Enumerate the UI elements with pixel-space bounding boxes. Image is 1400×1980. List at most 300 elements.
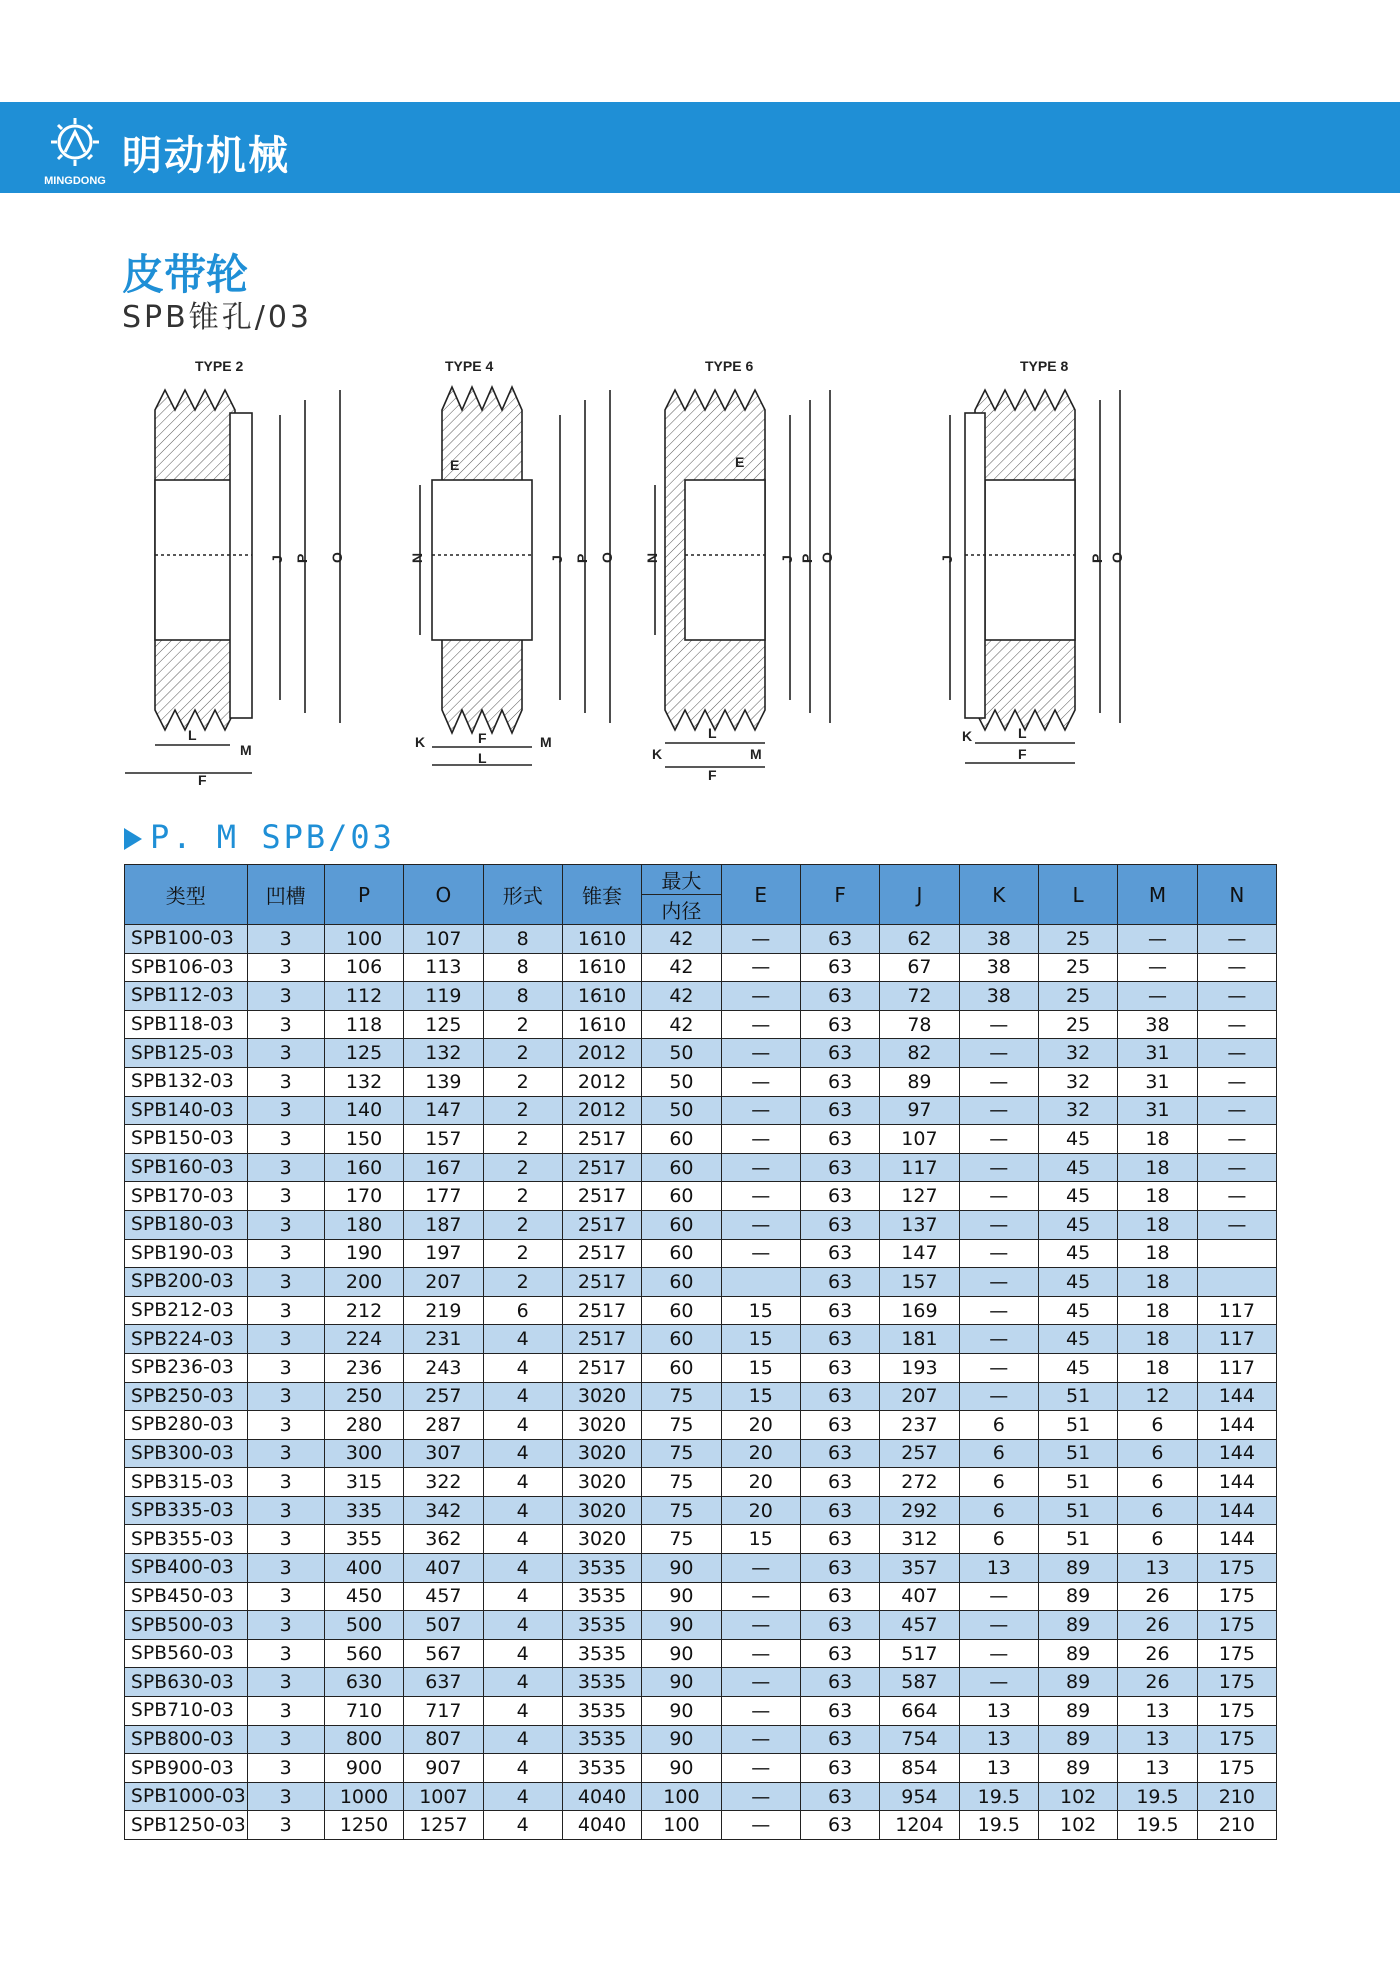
table-cell: 38 [1118, 1010, 1197, 1039]
table-cell: — [721, 1153, 800, 1182]
table-cell: 100 [642, 1782, 721, 1811]
table-cell: 280 [324, 1411, 403, 1440]
table-cell: 664 [880, 1697, 959, 1726]
table-cell: 89 [1038, 1754, 1117, 1783]
table-cell: 800 [324, 1725, 403, 1754]
model-cell: SPB106-03 [125, 953, 248, 982]
table-cell: 3 [247, 1296, 324, 1325]
table-cell: 193 [880, 1353, 959, 1382]
table-cell: 63 [800, 1182, 879, 1211]
type8-label: TYPE 8 [1020, 358, 1069, 374]
type6-dim-f: F [708, 767, 717, 783]
table-cell: 342 [404, 1496, 483, 1525]
table-cell: 3535 [562, 1611, 641, 1640]
table-cell: 3535 [562, 1725, 641, 1754]
table-cell: — [721, 1697, 800, 1726]
table-cell: — [959, 1239, 1038, 1268]
type6-dim-l: L [708, 725, 717, 741]
type6-dim-e: E [735, 454, 745, 470]
model-cell: SPB224-03 [125, 1325, 248, 1354]
table-cell: 63 [800, 1639, 879, 1668]
table-cell: — [959, 1210, 1038, 1239]
table-row [125, 1382, 1277, 1411]
table-cell: 169 [880, 1296, 959, 1325]
table-cell: — [959, 1125, 1038, 1154]
table-row [125, 1010, 1277, 1039]
table-cell: 18 [1118, 1268, 1197, 1297]
table-cell: 160 [324, 1153, 403, 1182]
table-cell: 2517 [562, 1353, 641, 1382]
table-cell: — [959, 1296, 1038, 1325]
table-cell: 13 [1118, 1725, 1197, 1754]
table-cell: 3 [247, 1268, 324, 1297]
table-row [125, 1668, 1277, 1697]
type2-dim-m: M [240, 742, 252, 758]
table-cell: 42 [642, 982, 721, 1011]
table-cell: 90 [642, 1554, 721, 1583]
type4-dim-l: L [478, 750, 487, 766]
table-cell: 89 [1038, 1582, 1117, 1611]
table-cell: 272 [880, 1468, 959, 1497]
col-header-e: E [721, 865, 800, 925]
table-cell: 1610 [562, 925, 641, 954]
table-cell: 18 [1118, 1182, 1197, 1211]
spec-table-body [125, 925, 1277, 1840]
table-cell: — [959, 1067, 1038, 1096]
table-cell: — [721, 982, 800, 1011]
table-cell: 2 [483, 1067, 562, 1096]
table-cell: 2 [483, 1010, 562, 1039]
table-cell: 63 [800, 1010, 879, 1039]
table-cell: 3 [247, 1468, 324, 1497]
table-cell: 3535 [562, 1554, 641, 1583]
table-cell: 3 [247, 1754, 324, 1783]
table-cell: 144 [1197, 1525, 1276, 1554]
table-cell: 60 [642, 1296, 721, 1325]
table-cell: 18 [1118, 1353, 1197, 1382]
table-cell: 20 [721, 1468, 800, 1497]
type6-dim-m: M [750, 746, 762, 762]
table-cell: 45 [1038, 1296, 1117, 1325]
table-row [125, 1153, 1277, 1182]
table-cell: 63 [800, 1296, 879, 1325]
table-cell: 18 [1118, 1325, 1197, 1354]
table-cell: 63 [800, 1811, 879, 1840]
table-cell: — [1118, 982, 1197, 1011]
model-cell: SPB400-03 [125, 1554, 248, 1583]
table-cell: 63 [800, 1067, 879, 1096]
type2-dim-j: J [269, 555, 285, 563]
table-row [125, 1411, 1277, 1440]
model-cell: SPB500-03 [125, 1611, 248, 1640]
table-cell: 3020 [562, 1525, 641, 1554]
table-cell: 224 [324, 1325, 403, 1354]
table-cell: 4 [483, 1754, 562, 1783]
table-cell: 90 [642, 1582, 721, 1611]
type4-dim-o: O [599, 552, 615, 563]
table-cell: 13 [959, 1554, 1038, 1583]
table-cell: 19.5 [1118, 1811, 1197, 1840]
model-cell: SPB800-03 [125, 1725, 248, 1754]
table-row [125, 1582, 1277, 1611]
table-cell: 63 [800, 1382, 879, 1411]
table-cell: 8 [483, 925, 562, 954]
table-cell: 63 [800, 1582, 879, 1611]
table-row [125, 1554, 1277, 1583]
table-cell: 8 [483, 953, 562, 982]
table-cell: 25 [1038, 1010, 1117, 1039]
model-cell: SPB300-03 [125, 1439, 248, 1468]
table-cell: 67 [880, 953, 959, 982]
table-cell: 1610 [562, 982, 641, 1011]
table-cell: 900 [324, 1754, 403, 1783]
table-cell: 4 [483, 1639, 562, 1668]
table-cell: — [959, 1639, 1038, 1668]
table-cell: 157 [404, 1125, 483, 1154]
table-cell: 15 [721, 1353, 800, 1382]
table-cell: 2012 [562, 1039, 641, 1068]
table-cell: 3020 [562, 1468, 641, 1497]
section-title: P. M SPB/03 [150, 818, 395, 856]
type4-label: TYPE 4 [445, 358, 494, 374]
table-cell: — [721, 953, 800, 982]
table-row [125, 1210, 1277, 1239]
model-cell: SPB710-03 [125, 1697, 248, 1726]
model-cell: SPB280-03 [125, 1411, 248, 1440]
table-cell: — [1197, 1182, 1276, 1211]
table-cell: 2517 [562, 1325, 641, 1354]
table-cell: 2517 [562, 1153, 641, 1182]
table-cell: — [721, 1554, 800, 1583]
table-cell: 75 [642, 1411, 721, 1440]
table-row [125, 1125, 1277, 1154]
table-cell: — [959, 1582, 1038, 1611]
table-cell: 42 [642, 953, 721, 982]
table-cell: 3 [247, 1353, 324, 1382]
table-cell: 517 [880, 1639, 959, 1668]
spec-table [124, 864, 1277, 1840]
table-cell: 637 [404, 1668, 483, 1697]
table-cell: 32 [1038, 1067, 1117, 1096]
table-cell: 26 [1118, 1639, 1197, 1668]
table-cell: 51 [1038, 1496, 1117, 1525]
table-cell: 2 [483, 1182, 562, 1211]
table-cell: 3 [247, 1496, 324, 1525]
table-cell: 63 [800, 1697, 879, 1726]
table-cell: 144 [1197, 1496, 1276, 1525]
table-cell: 3535 [562, 1754, 641, 1783]
table-cell: 100 [324, 925, 403, 954]
table-cell: 60 [642, 1268, 721, 1297]
table-cell: — [959, 1611, 1038, 1640]
table-cell: 8 [483, 982, 562, 1011]
table-cell: — [1197, 953, 1276, 982]
type8-diagram [939, 358, 1125, 763]
table-cell: 45 [1038, 1153, 1117, 1182]
table-cell: 82 [880, 1039, 959, 1068]
table-cell: — [721, 1611, 800, 1640]
model-cell: SPB140-03 [125, 1096, 248, 1125]
table-cell: 63 [800, 1754, 879, 1783]
table-cell: 457 [880, 1611, 959, 1640]
table-cell: — [1197, 1210, 1276, 1239]
table-cell: 63 [800, 953, 879, 982]
table-cell: 457 [404, 1582, 483, 1611]
table-cell: 13 [959, 1697, 1038, 1726]
table-cell: 3 [247, 1725, 324, 1754]
table-row [125, 1697, 1277, 1726]
type8-dim-f: F [1018, 746, 1027, 762]
table-cell: 200 [324, 1268, 403, 1297]
table-cell: 75 [642, 1525, 721, 1554]
table-cell: 117 [1197, 1353, 1276, 1382]
table-cell: — [1197, 1010, 1276, 1039]
table-cell: 45 [1038, 1353, 1117, 1382]
table-cell: 4 [483, 1525, 562, 1554]
model-cell: SPB150-03 [125, 1125, 248, 1154]
table-cell: 175 [1197, 1639, 1276, 1668]
table-row [125, 1468, 1277, 1497]
table-cell: 2 [483, 1268, 562, 1297]
table-cell: 2 [483, 1039, 562, 1068]
table-cell: 4 [483, 1439, 562, 1468]
table-cell: 500 [324, 1611, 403, 1640]
table-cell: 1007 [404, 1782, 483, 1811]
table-cell: 132 [404, 1039, 483, 1068]
table-cell: 38 [959, 925, 1038, 954]
table-row [125, 1725, 1277, 1754]
model-cell: SPB118-03 [125, 1010, 248, 1039]
table-cell: — [721, 1210, 800, 1239]
table-cell: 315 [324, 1468, 403, 1497]
table-cell: — [1197, 1039, 1276, 1068]
table-cell: 38 [959, 953, 1038, 982]
table-cell: 63 [800, 982, 879, 1011]
table-row [125, 1639, 1277, 1668]
table-cell: 6 [959, 1496, 1038, 1525]
table-cell: — [1197, 982, 1276, 1011]
table-cell: 90 [642, 1668, 721, 1697]
table-cell: 3 [247, 1668, 324, 1697]
table-cell: 243 [404, 1353, 483, 1382]
table-cell: 3535 [562, 1582, 641, 1611]
table-cell: 19.5 [959, 1811, 1038, 1840]
table-cell: 89 [880, 1067, 959, 1096]
table-cell: 112 [324, 982, 403, 1011]
table-row [125, 1325, 1277, 1354]
table-cell: 3 [247, 982, 324, 1011]
table-cell: 13 [1118, 1697, 1197, 1726]
table-cell: — [721, 1010, 800, 1039]
table-cell: 60 [642, 1153, 721, 1182]
table-cell: 63 [800, 1525, 879, 1554]
table-cell: 4 [483, 1811, 562, 1840]
table-row [125, 1096, 1277, 1125]
model-cell: SPB170-03 [125, 1182, 248, 1211]
table-cell: — [959, 1325, 1038, 1354]
type6-label: TYPE 6 [705, 358, 754, 374]
table-cell: 2517 [562, 1296, 641, 1325]
table-cell: — [959, 1182, 1038, 1211]
table-cell: — [1197, 925, 1276, 954]
table-cell: 144 [1197, 1411, 1276, 1440]
model-cell: SPB355-03 [125, 1525, 248, 1554]
table-cell: 63 [800, 1268, 879, 1297]
table-cell: 237 [880, 1411, 959, 1440]
table-cell: 45 [1038, 1182, 1117, 1211]
table-cell: 89 [1038, 1611, 1117, 1640]
table-cell: 45 [1038, 1210, 1117, 1239]
type2-diagram [125, 358, 345, 785]
table-cell [1197, 1239, 1276, 1268]
table-cell: 6 [1118, 1496, 1197, 1525]
table-cell: 6 [959, 1525, 1038, 1554]
model-cell: SPB900-03 [125, 1754, 248, 1783]
table-row [125, 1182, 1277, 1211]
table-cell: 3 [247, 1153, 324, 1182]
table-cell: 125 [324, 1039, 403, 1068]
model-cell: SPB180-03 [125, 1210, 248, 1239]
col-header-bush: 锥套 [562, 865, 641, 925]
table-row [125, 1296, 1277, 1325]
table-cell [721, 1268, 800, 1297]
table-cell: 63 [800, 1039, 879, 1068]
table-cell: 1257 [404, 1811, 483, 1840]
table-cell: 560 [324, 1639, 403, 1668]
table-cell: 3 [247, 1439, 324, 1468]
table-cell: 175 [1197, 1668, 1276, 1697]
table-cell: 3535 [562, 1668, 641, 1697]
table-cell: 97 [880, 1096, 959, 1125]
table-cell: — [721, 1125, 800, 1154]
table-cell: 3 [247, 1411, 324, 1440]
table-cell: 4 [483, 1325, 562, 1354]
model-cell: SPB100-03 [125, 925, 248, 954]
table-cell: 51 [1038, 1525, 1117, 1554]
table-cell: 63 [800, 1554, 879, 1583]
table-cell: 300 [324, 1439, 403, 1468]
table-cell: 19.5 [959, 1782, 1038, 1811]
table-cell: 4 [483, 1382, 562, 1411]
table-cell: 63 [800, 1782, 879, 1811]
table-cell: 170 [324, 1182, 403, 1211]
table-cell: 2517 [562, 1125, 641, 1154]
table-cell: 4 [483, 1611, 562, 1640]
model-cell: SPB315-03 [125, 1468, 248, 1497]
table-cell: 63 [800, 1239, 879, 1268]
table-row [125, 1496, 1277, 1525]
table-cell: 75 [642, 1382, 721, 1411]
table-cell: 63 [800, 1668, 879, 1697]
table-cell: 3 [247, 1611, 324, 1640]
table-cell: 1610 [562, 1010, 641, 1039]
table-cell: 113 [404, 953, 483, 982]
col-header-j: J [880, 865, 959, 925]
table-row [125, 1782, 1277, 1811]
type4-dim-p: P [574, 553, 590, 563]
table-cell: 51 [1038, 1468, 1117, 1497]
model-cell: SPB236-03 [125, 1353, 248, 1382]
table-cell: 717 [404, 1697, 483, 1726]
table-cell: 26 [1118, 1582, 1197, 1611]
type8-dim-j: J [939, 555, 955, 563]
table-cell: 32 [1038, 1096, 1117, 1125]
table-cell: 144 [1197, 1439, 1276, 1468]
table-cell: 6 [1118, 1525, 1197, 1554]
table-cell: — [721, 1582, 800, 1611]
table-cell: 50 [642, 1039, 721, 1068]
col-header-f: F [800, 865, 879, 925]
table-cell: 4 [483, 1353, 562, 1382]
table-cell: 26 [1118, 1668, 1197, 1697]
col-header-grooves: 凹槽 [247, 865, 324, 925]
type2-dim-o: O [329, 552, 345, 563]
table-cell: 4040 [562, 1811, 641, 1840]
table-cell: 118 [324, 1010, 403, 1039]
table-cell: 20 [721, 1411, 800, 1440]
table-cell: 18 [1118, 1239, 1197, 1268]
table-cell: 210 [1197, 1811, 1276, 1840]
table-cell: 2 [483, 1239, 562, 1268]
model-cell: SPB450-03 [125, 1582, 248, 1611]
table-cell: 207 [880, 1382, 959, 1411]
type6-dim-o: O [819, 552, 835, 563]
table-cell: 78 [880, 1010, 959, 1039]
table-cell: — [959, 1153, 1038, 1182]
table-cell: 15 [721, 1296, 800, 1325]
type4-dim-j: J [549, 555, 565, 563]
table-cell: 63 [800, 1125, 879, 1154]
type4-dim-n: N [409, 552, 425, 563]
table-cell: 257 [880, 1439, 959, 1468]
table-cell: — [1118, 925, 1197, 954]
table-cell: 89 [1038, 1725, 1117, 1754]
table-cell: 89 [1038, 1639, 1117, 1668]
table-cell: 60 [642, 1182, 721, 1211]
type6-dim-k: K [652, 746, 663, 762]
col-header-l: L [1038, 865, 1117, 925]
table-cell: 710 [324, 1697, 403, 1726]
model-cell: SPB125-03 [125, 1039, 248, 1068]
model-cell: SPB630-03 [125, 1668, 248, 1697]
table-cell: 3 [247, 1182, 324, 1211]
table-cell: 18 [1118, 1125, 1197, 1154]
table-cell: 89 [1038, 1554, 1117, 1583]
table-cell: 3 [247, 953, 324, 982]
model-cell: SPB160-03 [125, 1153, 248, 1182]
table-cell: 31 [1118, 1067, 1197, 1096]
mingdong-logo-icon [36, 112, 114, 188]
table-cell: 357 [880, 1554, 959, 1583]
table-cell: 119 [404, 982, 483, 1011]
type2-dim-p: P [294, 553, 310, 563]
table-cell: 147 [880, 1239, 959, 1268]
table-cell: 954 [880, 1782, 959, 1811]
table-cell: 62 [880, 925, 959, 954]
table-row [125, 1439, 1277, 1468]
table-cell: 190 [324, 1239, 403, 1268]
table-cell: 20 [721, 1496, 800, 1525]
table-cell: 51 [1038, 1439, 1117, 1468]
table-cell: 139 [404, 1067, 483, 1096]
table-cell: 25 [1038, 925, 1117, 954]
table-cell: 137 [880, 1210, 959, 1239]
table-cell: 117 [880, 1153, 959, 1182]
table-cell: 42 [642, 925, 721, 954]
table-cell: 63 [800, 1096, 879, 1125]
table-cell: 63 [800, 1353, 879, 1382]
table-cell: 207 [404, 1268, 483, 1297]
